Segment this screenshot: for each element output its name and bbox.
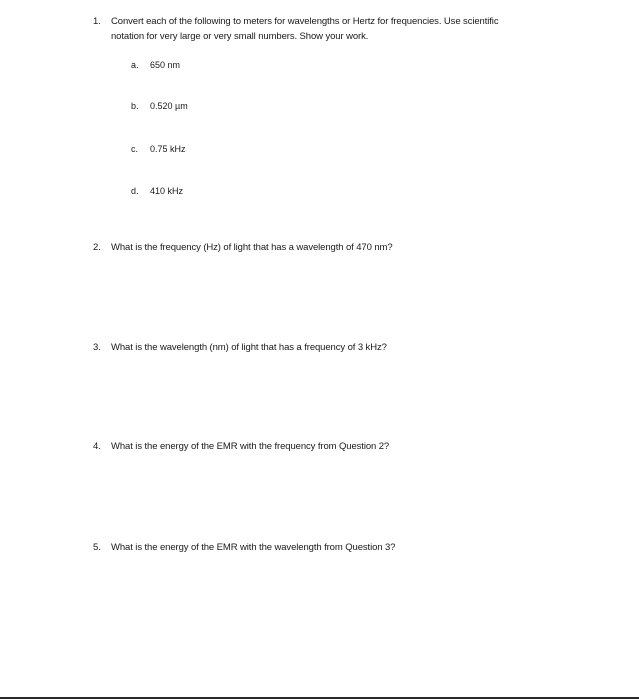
question-5-number: 5. — [93, 542, 101, 553]
question-1-number: 1. — [93, 16, 101, 27]
part-b-text: 0.520 µm — [150, 101, 188, 111]
question-5-text: What is the energy of the EMR with the wavelength from Question 3? — [111, 542, 396, 553]
part-a-letter: a. — [131, 60, 139, 70]
question-4-number: 4. — [93, 441, 101, 452]
question-2-text: What is the frequency (Hz) of light that has a wavelength of 470 nm? — [111, 242, 393, 253]
question-4-text: What is the energy of the EMR with the frequency from Question 2? — [111, 441, 390, 452]
question-3-text: What is the wavelength (nm) of light that has a frequency of 3 kHz? — [111, 342, 387, 353]
part-c-text: 0.75 kHz — [150, 144, 186, 154]
part-d-letter: d. — [131, 186, 139, 196]
question-1-text-line-2: notation for very large or very small numbers. Show your work. — [111, 31, 369, 42]
part-c-letter: c. — [131, 144, 139, 154]
question-1-text-line-1: Convert each of the following to meters for wavelengths or Hertz for frequencies. Use scientific — [111, 16, 499, 27]
question-3-number: 3. — [93, 342, 101, 353]
page-bottom-border — [0, 697, 639, 699]
part-d-text: 410 kHz — [150, 186, 184, 196]
question-2-number: 2. — [93, 242, 101, 253]
part-b-letter: b. — [131, 101, 139, 111]
part-a-text: 650 nm — [150, 60, 181, 70]
